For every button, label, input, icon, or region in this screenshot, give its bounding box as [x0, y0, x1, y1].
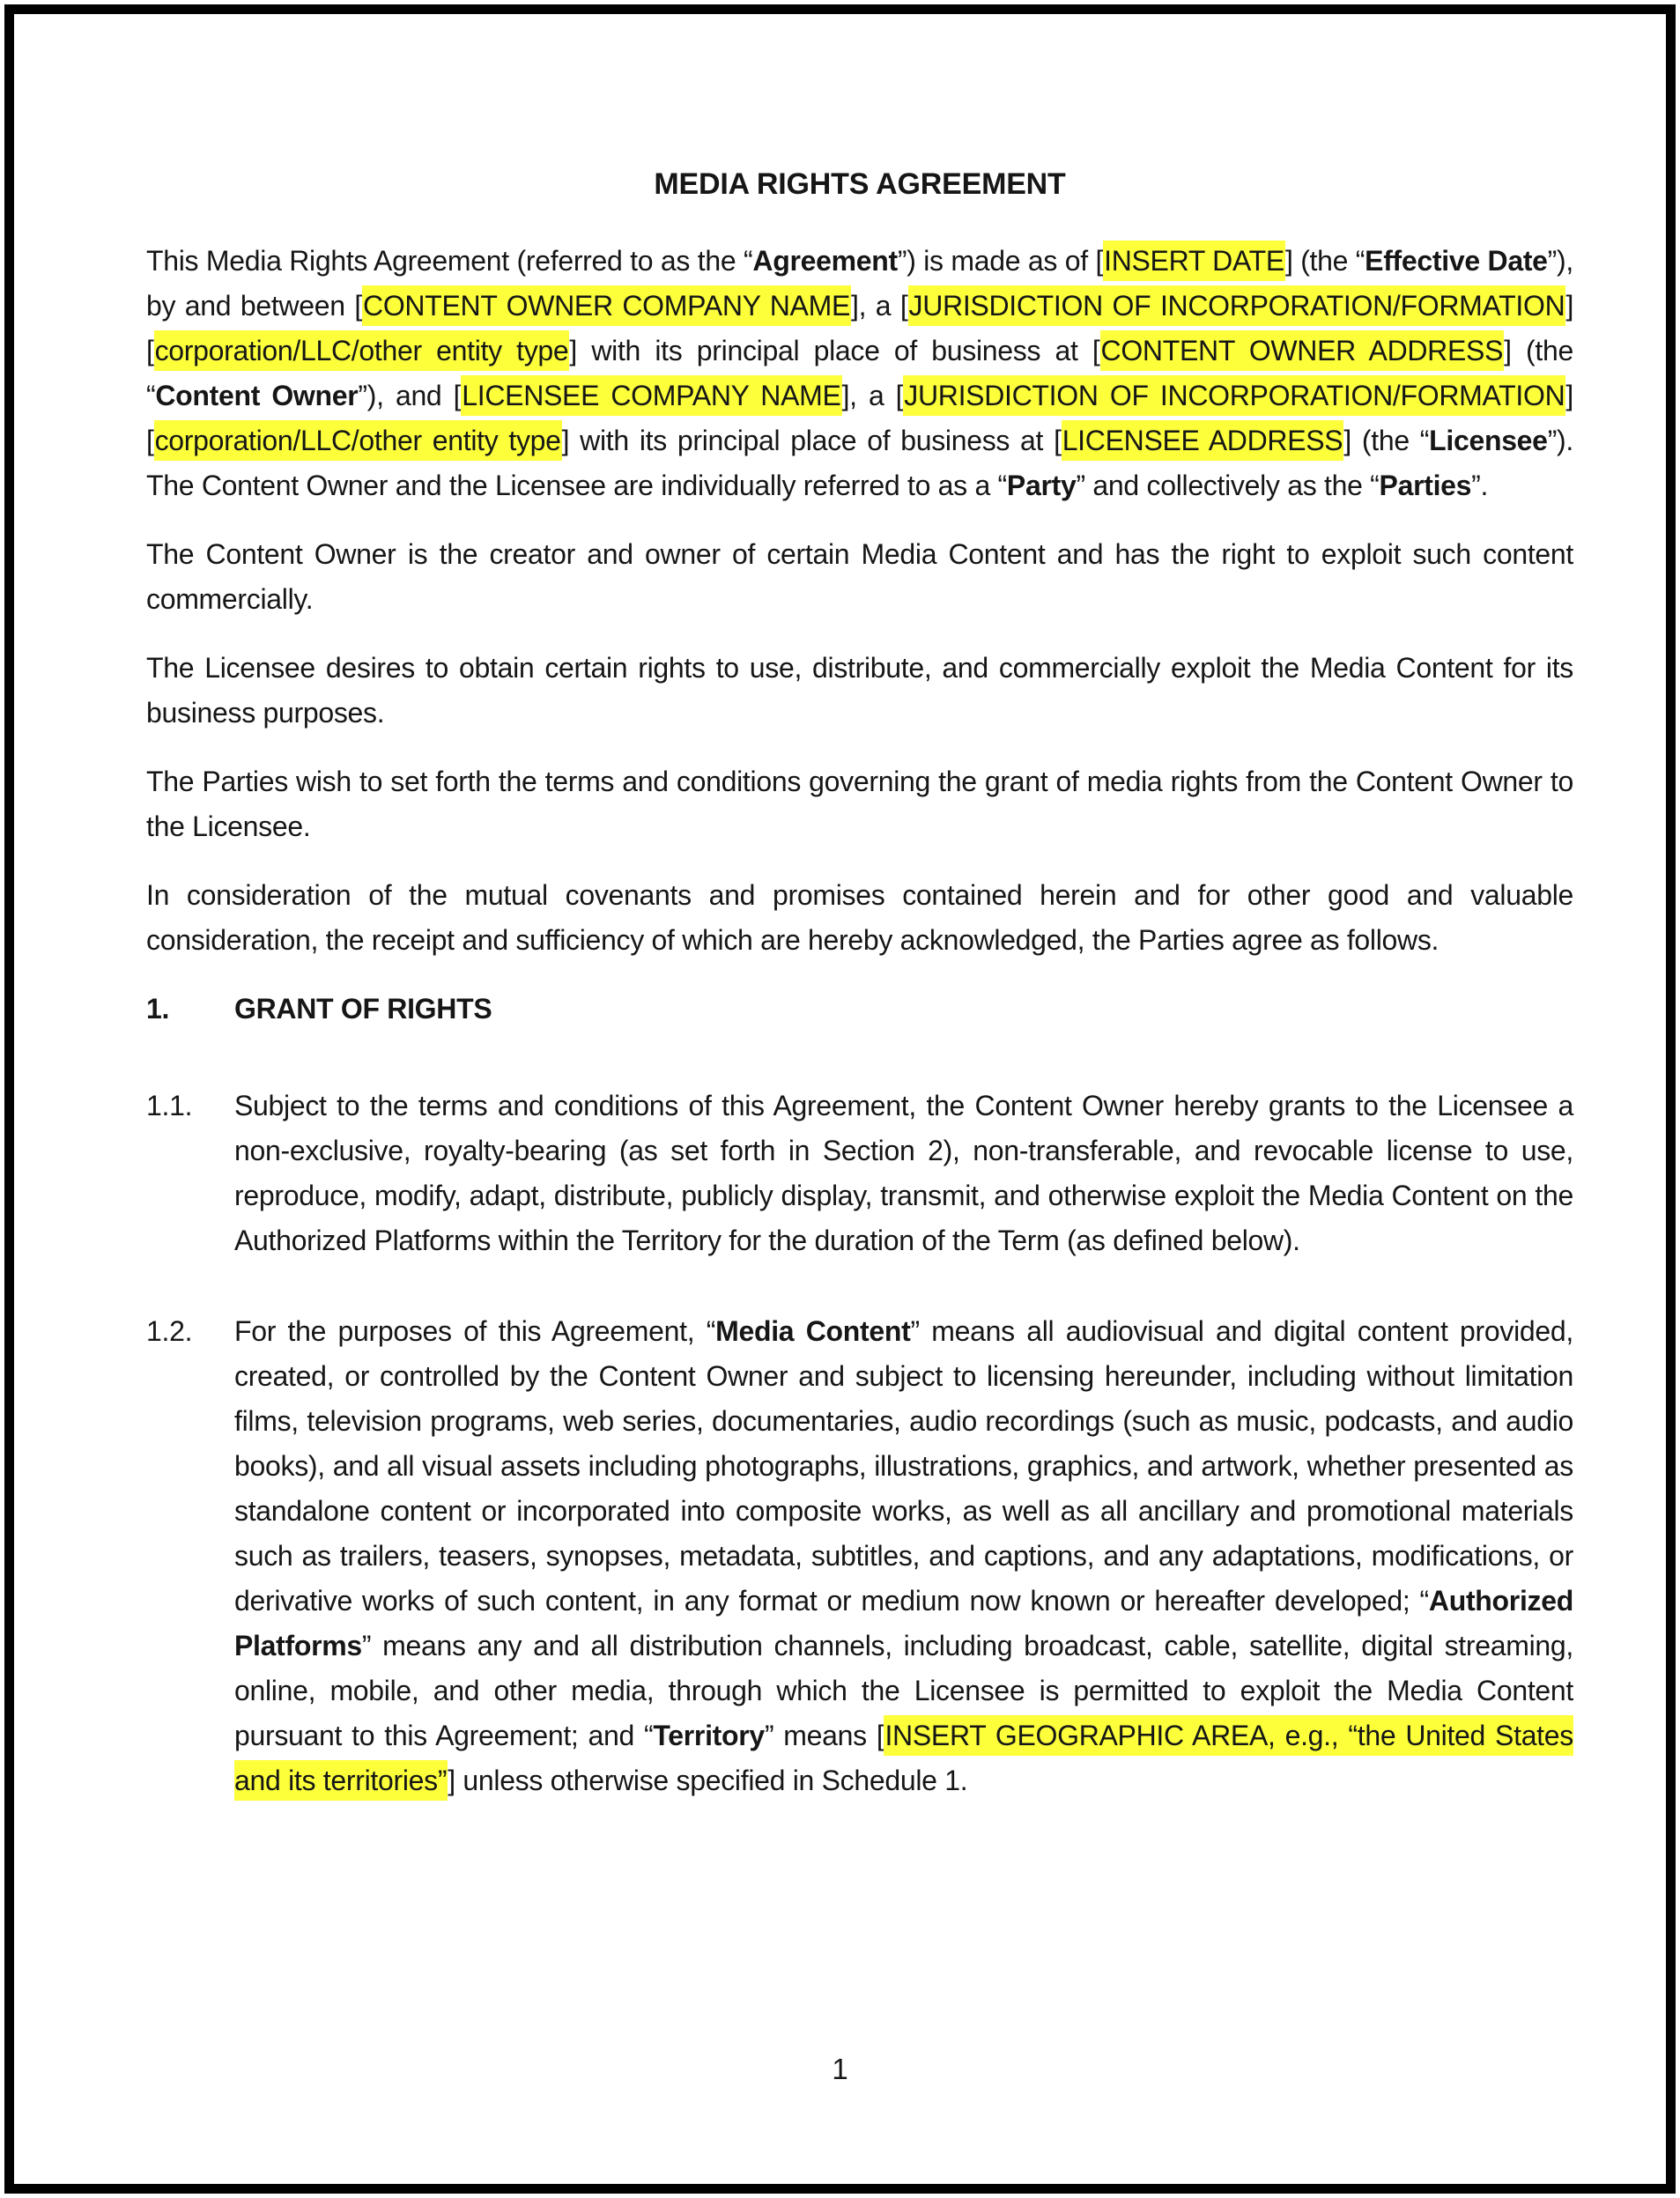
highlighted-placeholder: JURISDICTION OF INCORPORATION/FORMATION — [908, 285, 1566, 326]
highlighted-placeholder: INSERT DATE — [1103, 241, 1285, 281]
text-run: This Media Rights Agreement (referred to as the “ — [146, 245, 753, 277]
text-run: ”), and [ — [358, 380, 462, 411]
clause-1-1 — [146, 1084, 1573, 1263]
text-run: For the purposes of this Agreement, “ — [234, 1315, 716, 1347]
highlighted-placeholder: CONTENT OWNER ADDRESS — [1100, 330, 1505, 371]
text-run: Party — [1006, 470, 1077, 501]
text-run: ] (the “ — [1343, 425, 1430, 456]
recital-content-owner — [146, 532, 1573, 622]
text-run: GRANT OF RIGHTS — [234, 993, 492, 1025]
document-title: MEDIA RIGHTS AGREEMENT — [654, 167, 1066, 201]
text-run: ] (the “ — [1284, 245, 1365, 277]
clause-number: 1. — [146, 993, 170, 1025]
text-run: Licensee — [1429, 425, 1548, 456]
page-border-frame — [4, 4, 1676, 2194]
clause-number: 1.2. — [146, 1315, 193, 1347]
text-run: Parties — [1379, 470, 1472, 501]
text-run: ” means [ — [764, 1720, 884, 1751]
text-run: Media Content — [715, 1315, 911, 1347]
text-run: ”. — [1471, 470, 1489, 501]
text-run: Content Owner — [155, 380, 359, 411]
document-content — [14, 14, 1666, 1849]
text-run: ] with its principal place of business at [ — [561, 425, 1062, 456]
text-run: ] [ — [146, 380, 1573, 456]
text-run: Effective Date — [1365, 245, 1548, 277]
text-run: In consideration of the mutual covenants and promises contained herein and for other good and valuable consideration, the receipt and sufficiency of which are hereby acknowledged, the Parties agree as follows. — [146, 879, 1573, 956]
text-run: ” means all audiovisual and digital content provided, created, or controlled by the Content Owner and subject to licensing hereunder, including without limitation films, television programs, web series, documentaries, audio recordings (such as music, podcasts, and audio books), and all visual assets including photographs, illustrations, graphics, and artwork, whether presented as standalone content or incorporated into composite works, as well as all ancillary and promotional materials such as trailers, teasers, synopses, metadata, subtitles, and captions, and any adaptations, modifications, or derivative works of such content, in any format or medium now known or hereafter developed; “ — [234, 1315, 1573, 1617]
text-run: Subject to the terms and conditions of this Agreement, the Content Owner hereby grants to the Licensee a non-exclusive, royalty-bearing (as set forth in Section 2), non-transferable, and revocable license to use, reproduce, modify, adapt, distribute, publicly display, transmit, and otherwise exploit the Media Content on the Authorized Platforms within the Territory for the duration of the Term (as defined below). — [234, 1090, 1573, 1256]
highlighted-placeholder: corporation/LLC/other entity type — [154, 420, 562, 461]
recital-consideration — [146, 873, 1573, 963]
recital-licensee — [146, 646, 1573, 736]
highlighted-placeholder: JURISDICTION OF INCORPORATION/FORMATION — [903, 375, 1565, 416]
text-run: ”) is made as of [ — [897, 245, 1104, 277]
text-run: The Parties wish to set forth the terms and conditions governing the grant of media rights from the Content Owner to the Licensee. — [146, 766, 1573, 842]
document-blocks — [146, 239, 1573, 1803]
text-run: Territory — [653, 1720, 765, 1751]
text-run: ”). The Content Owner and the Licensee are individually referred to as a “ — [146, 425, 1573, 501]
clause-number: 1.1. — [146, 1090, 193, 1121]
text-run: ] (the “ — [146, 335, 1573, 411]
text-run: ] [ — [146, 290, 1574, 366]
text-run: The Content Owner is the creator and owner of certain Media Content and has the right to exploit such content commercially. — [146, 538, 1573, 615]
highlighted-placeholder: INSERT GEOGRAPHIC AREA, e.g., “the United States and its territories” — [234, 1715, 1573, 1801]
text-run: ] unless otherwise specified in Schedule 1. — [448, 1765, 968, 1796]
clause-1-2 — [146, 1309, 1573, 1803]
highlighted-placeholder: LICENSEE COMPANY NAME — [461, 375, 841, 416]
section-1-heading — [146, 987, 1573, 1032]
text-run: ], a [ — [841, 380, 904, 411]
text-run: ], a [ — [851, 290, 908, 322]
highlighted-placeholder: corporation/LLC/other entity type — [154, 330, 570, 371]
recital-parties — [146, 759, 1573, 849]
text-run: The Licensee desires to obtain certain rights to use, distribute, and commercially exploit the Media Content for its business purposes. — [146, 652, 1573, 729]
text-run: ] with its principal place of business at [ — [569, 335, 1100, 366]
text-run: Authorized Platforms — [234, 1585, 1573, 1661]
text-run: Agreement — [752, 245, 898, 277]
text-run: ”), by and between [ — [146, 245, 1573, 322]
highlighted-placeholder: CONTENT OWNER COMPANY NAME — [362, 285, 851, 326]
text-run: ” means any and all distribution channels, including broadcast, cable, satellite, digital streaming, online, mobile, and other media, through which the Licensee is permitted to exploit the Media Content pursuant to this Agreement; and “ — [234, 1630, 1573, 1751]
page-number: 1 — [832, 2053, 848, 2085]
highlighted-placeholder: LICENSEE ADDRESS — [1062, 420, 1344, 461]
text-run: ” and collectively as the “ — [1076, 470, 1380, 501]
intro-paragraph — [146, 239, 1573, 508]
